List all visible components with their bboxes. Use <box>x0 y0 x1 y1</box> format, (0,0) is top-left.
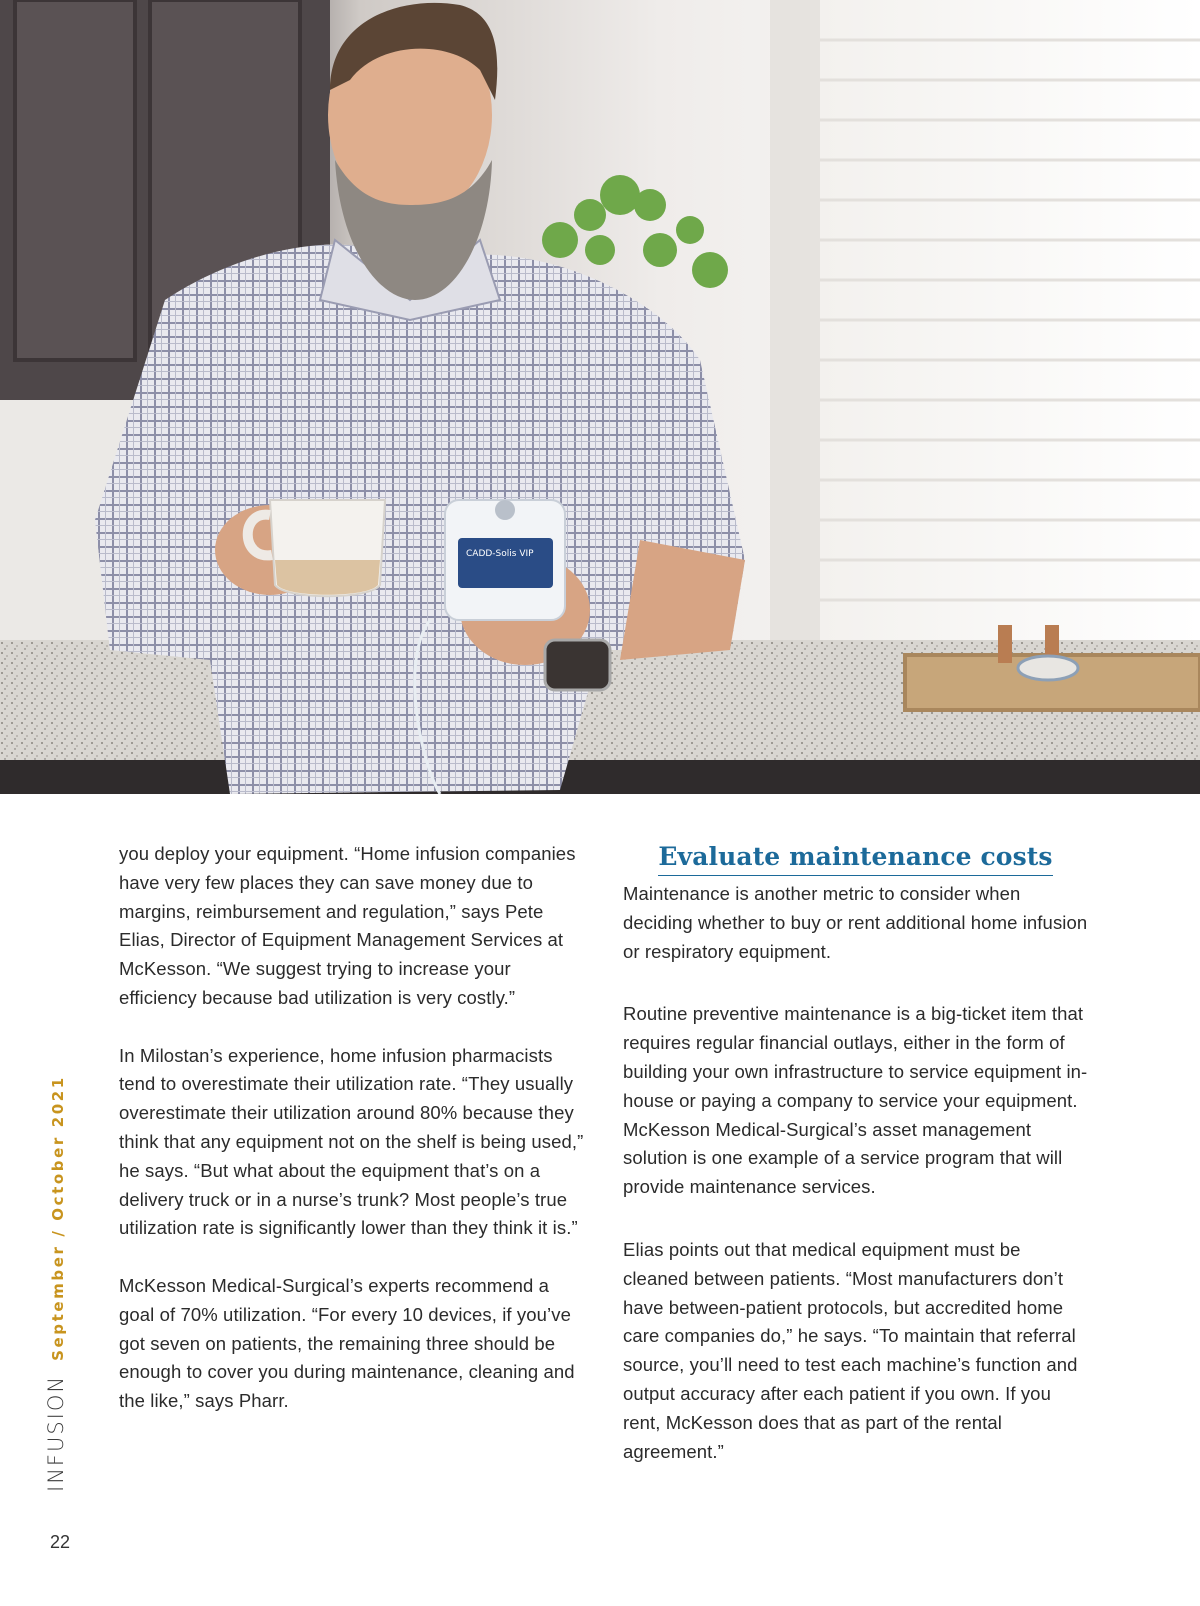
body-paragraph: In Milostan’s experience, home infusion pharmacists tend to overestimate their utilization rate. “They usually overestimate their utilization around 80% because they think that any equipment not on the shelf is being used,” he says. “But what about the equipment that’s on a delivery truck or in a nurse’s trunk? Most people’s true utilization rate is significantly lower than they think it is.” <box>119 1044 584 1239</box>
vertical-running-head <box>44 1075 68 1492</box>
body-paragraph: Maintenance is another metric to consider when deciding whether to buy or rent additional home infusion or respiratory equipment. <box>623 883 1088 962</box>
section-heading <box>623 840 1088 876</box>
section-heading-text: Evaluate maintenance costs <box>658 840 1052 876</box>
body-paragraph: McKesson Medical-Surgical’s experts recommend a goal of 70% utilization. “For every 10 devices, if you’ve got seven on patients, the remaining three should be enough to cover you during maintenance, cleaning and the like,” says Pharr. <box>119 1274 575 1412</box>
body-paragraph: Routine preventive maintenance is a big-ticket item that requires regular financial outlays, either in the form of building your own infrastructure to service equipment in-house or paying a company to service your equipment. McKesson Medical-Surgical’s asset management solution is one example of a service program that will provide maintenance services. <box>623 1003 1088 1198</box>
photo-illustration <box>0 0 1200 794</box>
body-paragraph: Elias points out that medical equipment must be cleaned between patients. “Most manufacturers don’t have between-patient protocols, but accredited home care companies do,” he says. “To maintain that referral source, you’ll need to test each machine’s function and output accuracy after each patient if you own. If you rent, McKesson does that as part of the rental agreement.” <box>623 1238 1078 1462</box>
left-column <box>119 840 584 1445</box>
device-label: CADD-Solis VIP <box>466 549 534 559</box>
body-paragraph: you deploy your equipment. “Home infusion companies have very few places they can save money due to margins, reimbursement and regulation,” says Pete Elias, Director of Equipment Management Services at McKesson. “We suggest trying to increase your efficiency because bad utilization is very costly.” <box>119 843 576 1008</box>
issue-date: September / October 2021 <box>49 1075 67 1361</box>
hero-photo <box>0 0 1200 794</box>
magazine-title: INFUSION <box>44 1374 68 1492</box>
page-number: 22 <box>50 1532 71 1552</box>
right-column <box>623 840 1088 1500</box>
